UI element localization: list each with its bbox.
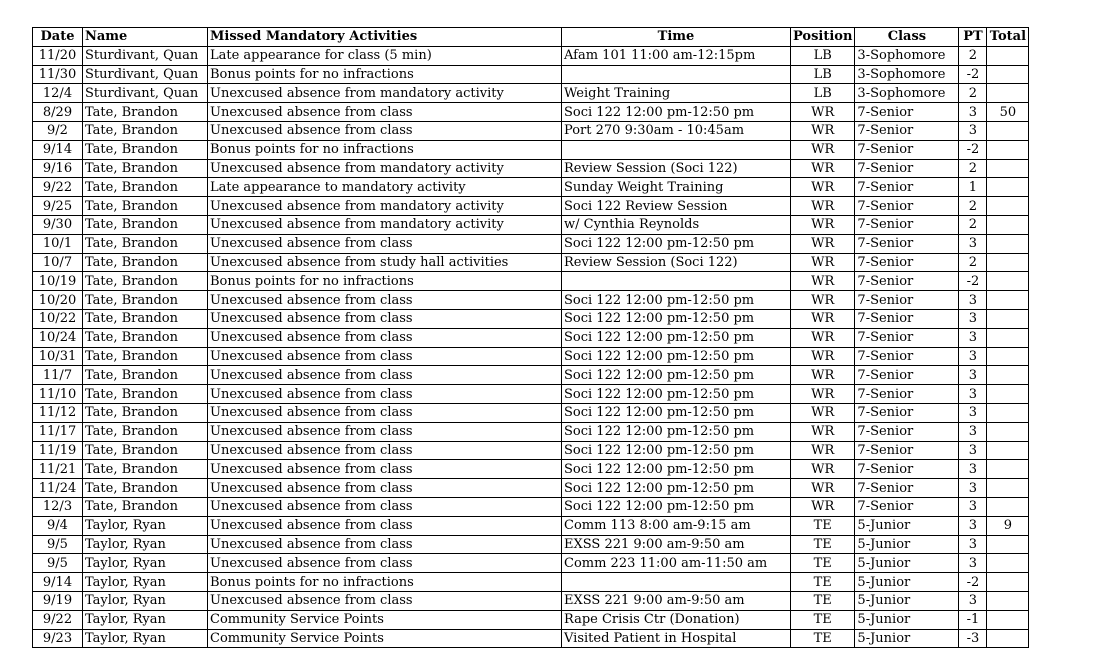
cell-activity: Unexcused absence from class bbox=[208, 291, 562, 310]
cell-position: WR bbox=[791, 441, 855, 460]
cell-total bbox=[987, 385, 1029, 404]
cell-total bbox=[987, 441, 1029, 460]
cell-time: Soci 122 12:00 pm-12:50 pm bbox=[562, 385, 791, 404]
cell-pt: -3 bbox=[959, 629, 987, 648]
cell-name: Tate, Brandon bbox=[83, 497, 208, 516]
cell-time: Soci 122 12:00 pm-12:50 pm bbox=[562, 309, 791, 328]
cell-position: WR bbox=[791, 234, 855, 253]
cell-position: WR bbox=[791, 140, 855, 159]
cell-total: 9 bbox=[987, 516, 1029, 535]
cell-time: Soci 122 12:00 pm-12:50 pm bbox=[562, 441, 791, 460]
cell-activity: Bonus points for no infractions bbox=[208, 140, 562, 159]
cell-name: Tate, Brandon bbox=[83, 309, 208, 328]
cell-pt: 3 bbox=[959, 497, 987, 516]
cell-activity: Unexcused absence from class bbox=[208, 347, 562, 366]
table-row bbox=[33, 610, 1029, 629]
cell-position: WR bbox=[791, 479, 855, 498]
header-pt: PT bbox=[959, 28, 987, 47]
cell-date: 9/22 bbox=[33, 178, 83, 197]
cell-date: 10/20 bbox=[33, 291, 83, 310]
cell-date: 9/16 bbox=[33, 159, 83, 178]
cell-name: Tate, Brandon bbox=[83, 441, 208, 460]
cell-time bbox=[562, 140, 791, 159]
cell-position: WR bbox=[791, 403, 855, 422]
cell-total bbox=[987, 610, 1029, 629]
cell-class: 7-Senior bbox=[855, 140, 959, 159]
cell-class: 7-Senior bbox=[855, 309, 959, 328]
cell-pt: 3 bbox=[959, 385, 987, 404]
cell-pt: 2 bbox=[959, 215, 987, 234]
cell-pt: 3 bbox=[959, 479, 987, 498]
cell-activity: Unexcused absence from class bbox=[208, 554, 562, 573]
cell-date: 11/20 bbox=[33, 46, 83, 65]
cell-position: TE bbox=[791, 610, 855, 629]
cell-name: Taylor, Ryan bbox=[83, 516, 208, 535]
cell-pt: 2 bbox=[959, 197, 987, 216]
cell-total bbox=[987, 347, 1029, 366]
cell-activity: Unexcused absence from mandatory activity bbox=[208, 197, 562, 216]
table-row bbox=[33, 46, 1029, 65]
cell-total bbox=[987, 46, 1029, 65]
table-row bbox=[33, 159, 1029, 178]
table-row bbox=[33, 272, 1029, 291]
cell-pt: -2 bbox=[959, 272, 987, 291]
cell-name: Tate, Brandon bbox=[83, 385, 208, 404]
cell-pt: 3 bbox=[959, 347, 987, 366]
cell-time: Port 270 9:30am - 10:45am bbox=[562, 121, 791, 140]
cell-total bbox=[987, 629, 1029, 648]
cell-activity: Late appearance for class (5 min) bbox=[208, 46, 562, 65]
cell-time: Soci 122 12:00 pm-12:50 pm bbox=[562, 347, 791, 366]
cell-time: w/ Cynthia Reynolds bbox=[562, 215, 791, 234]
cell-date: 11/24 bbox=[33, 479, 83, 498]
table-row bbox=[33, 479, 1029, 498]
header-time: Time bbox=[562, 28, 791, 47]
cell-pt: 3 bbox=[959, 309, 987, 328]
cell-activity: Unexcused absence from class bbox=[208, 385, 562, 404]
cell-total bbox=[987, 65, 1029, 84]
cell-pt: -2 bbox=[959, 140, 987, 159]
table-row bbox=[33, 366, 1029, 385]
cell-total bbox=[987, 234, 1029, 253]
cell-name: Tate, Brandon bbox=[83, 178, 208, 197]
cell-date: 11/10 bbox=[33, 385, 83, 404]
cell-total bbox=[987, 422, 1029, 441]
table-row bbox=[33, 347, 1029, 366]
cell-total bbox=[987, 84, 1029, 103]
cell-time: Comm 113 8:00 am-9:15 am bbox=[562, 516, 791, 535]
cell-name: Tate, Brandon bbox=[83, 347, 208, 366]
cell-time: Soci 122 12:00 pm-12:50 pm bbox=[562, 103, 791, 122]
cell-date: 12/3 bbox=[33, 497, 83, 516]
table-row bbox=[33, 234, 1029, 253]
cell-time bbox=[562, 573, 791, 592]
cell-activity: Unexcused absence from class bbox=[208, 441, 562, 460]
table-row bbox=[33, 215, 1029, 234]
cell-total bbox=[987, 554, 1029, 573]
cell-name: Tate, Brandon bbox=[83, 403, 208, 422]
cell-name: Tate, Brandon bbox=[83, 103, 208, 122]
cell-name: Taylor, Ryan bbox=[83, 554, 208, 573]
cell-name: Tate, Brandon bbox=[83, 422, 208, 441]
cell-date: 9/2 bbox=[33, 121, 83, 140]
cell-date: 9/22 bbox=[33, 610, 83, 629]
table-row bbox=[33, 65, 1029, 84]
cell-total bbox=[987, 178, 1029, 197]
cell-activity: Unexcused absence from class bbox=[208, 309, 562, 328]
cell-pt: -2 bbox=[959, 65, 987, 84]
cell-activity: Unexcused absence from class bbox=[208, 422, 562, 441]
cell-date: 12/4 bbox=[33, 84, 83, 103]
cell-total bbox=[987, 591, 1029, 610]
cell-date: 9/4 bbox=[33, 516, 83, 535]
cell-total bbox=[987, 121, 1029, 140]
table-row bbox=[33, 422, 1029, 441]
cell-class: 5-Junior bbox=[855, 629, 959, 648]
cell-pt: 1 bbox=[959, 178, 987, 197]
cell-name: Tate, Brandon bbox=[83, 159, 208, 178]
cell-name: Tate, Brandon bbox=[83, 121, 208, 140]
cell-total bbox=[987, 479, 1029, 498]
cell-pt: 3 bbox=[959, 441, 987, 460]
cell-name: Tate, Brandon bbox=[83, 253, 208, 272]
cell-activity: Bonus points for no infractions bbox=[208, 272, 562, 291]
cell-pt: -2 bbox=[959, 573, 987, 592]
cell-pt: 3 bbox=[959, 591, 987, 610]
cell-time bbox=[562, 272, 791, 291]
table-row bbox=[33, 403, 1029, 422]
cell-name: Tate, Brandon bbox=[83, 215, 208, 234]
cell-activity: Unexcused absence from class bbox=[208, 366, 562, 385]
cell-date: 10/7 bbox=[33, 253, 83, 272]
cell-date: 9/23 bbox=[33, 629, 83, 648]
cell-class: 7-Senior bbox=[855, 497, 959, 516]
cell-total bbox=[987, 328, 1029, 347]
infractions-table bbox=[32, 27, 1029, 648]
cell-date: 9/25 bbox=[33, 197, 83, 216]
cell-class: 3-Sophomore bbox=[855, 65, 959, 84]
cell-time: Comm 223 11:00 am-11:50 am bbox=[562, 554, 791, 573]
cell-position: WR bbox=[791, 291, 855, 310]
cell-total bbox=[987, 159, 1029, 178]
cell-date: 11/12 bbox=[33, 403, 83, 422]
cell-class: 3-Sophomore bbox=[855, 84, 959, 103]
cell-time: Soci 122 12:00 pm-12:50 pm bbox=[562, 234, 791, 253]
cell-position: WR bbox=[791, 253, 855, 272]
table-row bbox=[33, 535, 1029, 554]
cell-class: 5-Junior bbox=[855, 516, 959, 535]
cell-position: WR bbox=[791, 159, 855, 178]
cell-date: 9/14 bbox=[33, 140, 83, 159]
cell-pt: 2 bbox=[959, 84, 987, 103]
cell-time: EXSS 221 9:00 am-9:50 am bbox=[562, 535, 791, 554]
cell-date: 11/30 bbox=[33, 65, 83, 84]
table-row bbox=[33, 328, 1029, 347]
cell-class: 7-Senior bbox=[855, 347, 959, 366]
table-row bbox=[33, 309, 1029, 328]
cell-total bbox=[987, 573, 1029, 592]
cell-class: 7-Senior bbox=[855, 197, 959, 216]
cell-total bbox=[987, 140, 1029, 159]
cell-activity: Unexcused absence from class bbox=[208, 234, 562, 253]
table-row bbox=[33, 441, 1029, 460]
cell-time: Soci 122 12:00 pm-12:50 pm bbox=[562, 460, 791, 479]
cell-position: TE bbox=[791, 535, 855, 554]
cell-time: Sunday Weight Training bbox=[562, 178, 791, 197]
cell-class: 7-Senior bbox=[855, 234, 959, 253]
cell-class: 7-Senior bbox=[855, 272, 959, 291]
cell-date: 10/19 bbox=[33, 272, 83, 291]
cell-pt: 3 bbox=[959, 535, 987, 554]
cell-pt: 3 bbox=[959, 291, 987, 310]
cell-activity: Unexcused absence from class bbox=[208, 121, 562, 140]
cell-activity: Unexcused absence from class bbox=[208, 460, 562, 479]
cell-name: Taylor, Ryan bbox=[83, 610, 208, 629]
cell-activity: Community Service Points bbox=[208, 629, 562, 648]
cell-position: TE bbox=[791, 629, 855, 648]
cell-activity: Bonus points for no infractions bbox=[208, 65, 562, 84]
cell-position: WR bbox=[791, 460, 855, 479]
cell-activity: Unexcused absence from mandatory activity bbox=[208, 159, 562, 178]
cell-pt: 3 bbox=[959, 121, 987, 140]
cell-total bbox=[987, 291, 1029, 310]
header-name: Name bbox=[83, 28, 208, 47]
cell-activity: Unexcused absence from class bbox=[208, 479, 562, 498]
cell-name: Taylor, Ryan bbox=[83, 573, 208, 592]
cell-name: Sturdivant, Quan bbox=[83, 65, 208, 84]
cell-position: LB bbox=[791, 46, 855, 65]
cell-position: WR bbox=[791, 422, 855, 441]
cell-date: 11/7 bbox=[33, 366, 83, 385]
cell-class: 7-Senior bbox=[855, 121, 959, 140]
cell-pt: 3 bbox=[959, 234, 987, 253]
cell-pt: 3 bbox=[959, 460, 987, 479]
cell-activity: Unexcused absence from class bbox=[208, 497, 562, 516]
cell-class: 5-Junior bbox=[855, 573, 959, 592]
cell-name: Taylor, Ryan bbox=[83, 535, 208, 554]
cell-name: Tate, Brandon bbox=[83, 140, 208, 159]
header-total: Total bbox=[987, 28, 1029, 47]
cell-position: TE bbox=[791, 516, 855, 535]
cell-date: 9/19 bbox=[33, 591, 83, 610]
cell-time: Soci 122 12:00 pm-12:50 pm bbox=[562, 497, 791, 516]
cell-activity: Unexcused absence from mandatory activity bbox=[208, 215, 562, 234]
cell-activity: Bonus points for no infractions bbox=[208, 573, 562, 592]
cell-activity: Unexcused absence from study hall activities bbox=[208, 253, 562, 272]
cell-date: 11/17 bbox=[33, 422, 83, 441]
cell-activity: Unexcused absence from class bbox=[208, 516, 562, 535]
cell-position: WR bbox=[791, 328, 855, 347]
table-row bbox=[33, 197, 1029, 216]
cell-activity: Unexcused absence from class bbox=[208, 328, 562, 347]
cell-pt: 3 bbox=[959, 422, 987, 441]
cell-date: 10/22 bbox=[33, 309, 83, 328]
cell-time: Soci 122 12:00 pm-12:50 pm bbox=[562, 328, 791, 347]
cell-pt: 3 bbox=[959, 366, 987, 385]
cell-time: Soci 122 12:00 pm-12:50 pm bbox=[562, 403, 791, 422]
cell-position: WR bbox=[791, 272, 855, 291]
cell-time: Visited Patient in Hospital bbox=[562, 629, 791, 648]
cell-activity: Unexcused absence from class bbox=[208, 403, 562, 422]
cell-class: 7-Senior bbox=[855, 178, 959, 197]
table-row bbox=[33, 591, 1029, 610]
cell-class: 7-Senior bbox=[855, 422, 959, 441]
cell-activity: Late appearance to mandatory activity bbox=[208, 178, 562, 197]
cell-pt: 2 bbox=[959, 159, 987, 178]
table-row bbox=[33, 516, 1029, 535]
cell-position: TE bbox=[791, 573, 855, 592]
cell-class: 3-Sophomore bbox=[855, 46, 959, 65]
cell-position: LB bbox=[791, 84, 855, 103]
cell-pt: 3 bbox=[959, 403, 987, 422]
cell-total bbox=[987, 366, 1029, 385]
cell-time: Soci 122 12:00 pm-12:50 pm bbox=[562, 291, 791, 310]
cell-date: 9/5 bbox=[33, 535, 83, 554]
cell-name: Tate, Brandon bbox=[83, 197, 208, 216]
table-row bbox=[33, 460, 1029, 479]
cell-time: Weight Training bbox=[562, 84, 791, 103]
table-row bbox=[33, 178, 1029, 197]
cell-name: Taylor, Ryan bbox=[83, 591, 208, 610]
cell-activity: Unexcused absence from class bbox=[208, 103, 562, 122]
cell-total bbox=[987, 197, 1029, 216]
table-row bbox=[33, 385, 1029, 404]
cell-activity: Unexcused absence from mandatory activity bbox=[208, 84, 562, 103]
cell-pt: 3 bbox=[959, 328, 987, 347]
cell-class: 7-Senior bbox=[855, 328, 959, 347]
table-row bbox=[33, 554, 1029, 573]
cell-pt: 2 bbox=[959, 253, 987, 272]
cell-total bbox=[987, 215, 1029, 234]
table-row bbox=[33, 103, 1029, 122]
cell-name: Tate, Brandon bbox=[83, 460, 208, 479]
cell-time: Soci 122 12:00 pm-12:50 pm bbox=[562, 479, 791, 498]
cell-name: Tate, Brandon bbox=[83, 234, 208, 253]
cell-total bbox=[987, 253, 1029, 272]
cell-class: 5-Junior bbox=[855, 535, 959, 554]
table-row bbox=[33, 84, 1029, 103]
cell-position: WR bbox=[791, 215, 855, 234]
cell-position: WR bbox=[791, 121, 855, 140]
cell-position: WR bbox=[791, 385, 855, 404]
cell-date: 9/14 bbox=[33, 573, 83, 592]
cell-total bbox=[987, 403, 1029, 422]
cell-position: WR bbox=[791, 497, 855, 516]
cell-activity: Unexcused absence from class bbox=[208, 591, 562, 610]
cell-class: 7-Senior bbox=[855, 159, 959, 178]
cell-pt: 3 bbox=[959, 554, 987, 573]
cell-position: TE bbox=[791, 554, 855, 573]
table-row bbox=[33, 140, 1029, 159]
cell-pt: -1 bbox=[959, 610, 987, 629]
cell-date: 11/19 bbox=[33, 441, 83, 460]
cell-time: Review Session (Soci 122) bbox=[562, 253, 791, 272]
cell-date: 10/24 bbox=[33, 328, 83, 347]
table-row bbox=[33, 253, 1029, 272]
header-activity: Missed Mandatory Activities bbox=[208, 28, 562, 47]
cell-position: WR bbox=[791, 197, 855, 216]
cell-name: Tate, Brandon bbox=[83, 328, 208, 347]
cell-time: Soci 122 12:00 pm-12:50 pm bbox=[562, 366, 791, 385]
cell-total bbox=[987, 535, 1029, 554]
cell-position: WR bbox=[791, 366, 855, 385]
table-row bbox=[33, 497, 1029, 516]
cell-class: 5-Junior bbox=[855, 591, 959, 610]
cell-name: Tate, Brandon bbox=[83, 272, 208, 291]
cell-date: 8/29 bbox=[33, 103, 83, 122]
cell-total bbox=[987, 460, 1029, 479]
cell-time: Review Session (Soci 122) bbox=[562, 159, 791, 178]
cell-position: TE bbox=[791, 591, 855, 610]
table-row bbox=[33, 573, 1029, 592]
cell-date: 10/31 bbox=[33, 347, 83, 366]
cell-name: Tate, Brandon bbox=[83, 479, 208, 498]
cell-pt: 3 bbox=[959, 516, 987, 535]
cell-class: 7-Senior bbox=[855, 103, 959, 122]
cell-class: 7-Senior bbox=[855, 403, 959, 422]
cell-date: 10/1 bbox=[33, 234, 83, 253]
cell-total bbox=[987, 309, 1029, 328]
header-class: Class bbox=[855, 28, 959, 47]
cell-class: 7-Senior bbox=[855, 385, 959, 404]
table-row bbox=[33, 629, 1029, 648]
cell-class: 7-Senior bbox=[855, 441, 959, 460]
cell-name: Tate, Brandon bbox=[83, 366, 208, 385]
cell-total bbox=[987, 497, 1029, 516]
cell-position: LB bbox=[791, 65, 855, 84]
cell-name: Tate, Brandon bbox=[83, 291, 208, 310]
header-date: Date bbox=[33, 28, 83, 47]
table-row bbox=[33, 291, 1029, 310]
cell-class: 7-Senior bbox=[855, 253, 959, 272]
cell-class: 7-Senior bbox=[855, 460, 959, 479]
cell-total bbox=[987, 272, 1029, 291]
cell-pt: 3 bbox=[959, 103, 987, 122]
cell-class: 7-Senior bbox=[855, 291, 959, 310]
cell-name: Taylor, Ryan bbox=[83, 629, 208, 648]
cell-time bbox=[562, 65, 791, 84]
cell-date: 9/30 bbox=[33, 215, 83, 234]
cell-position: WR bbox=[791, 178, 855, 197]
cell-class: 7-Senior bbox=[855, 366, 959, 385]
header-row bbox=[33, 28, 1029, 47]
cell-class: 5-Junior bbox=[855, 554, 959, 573]
cell-activity: Unexcused absence from class bbox=[208, 535, 562, 554]
cell-activity: Community Service Points bbox=[208, 610, 562, 629]
cell-date: 11/21 bbox=[33, 460, 83, 479]
cell-time: Soci 122 Review Session bbox=[562, 197, 791, 216]
header-position: Position bbox=[791, 28, 855, 47]
cell-name: Sturdivant, Quan bbox=[83, 46, 208, 65]
cell-position: WR bbox=[791, 347, 855, 366]
table-row bbox=[33, 121, 1029, 140]
cell-pt: 2 bbox=[959, 46, 987, 65]
cell-time: EXSS 221 9:00 am-9:50 am bbox=[562, 591, 791, 610]
cell-name: Sturdivant, Quan bbox=[83, 84, 208, 103]
cell-position: WR bbox=[791, 103, 855, 122]
cell-time: Soci 122 12:00 pm-12:50 pm bbox=[562, 422, 791, 441]
cell-position: WR bbox=[791, 309, 855, 328]
cell-class: 5-Junior bbox=[855, 610, 959, 629]
cell-class: 7-Senior bbox=[855, 215, 959, 234]
cell-time: Afam 101 11:00 am-12:15pm bbox=[562, 46, 791, 65]
cell-class: 7-Senior bbox=[855, 479, 959, 498]
cell-time: Rape Crisis Ctr (Donation) bbox=[562, 610, 791, 629]
cell-total: 50 bbox=[987, 103, 1029, 122]
cell-date: 9/5 bbox=[33, 554, 83, 573]
